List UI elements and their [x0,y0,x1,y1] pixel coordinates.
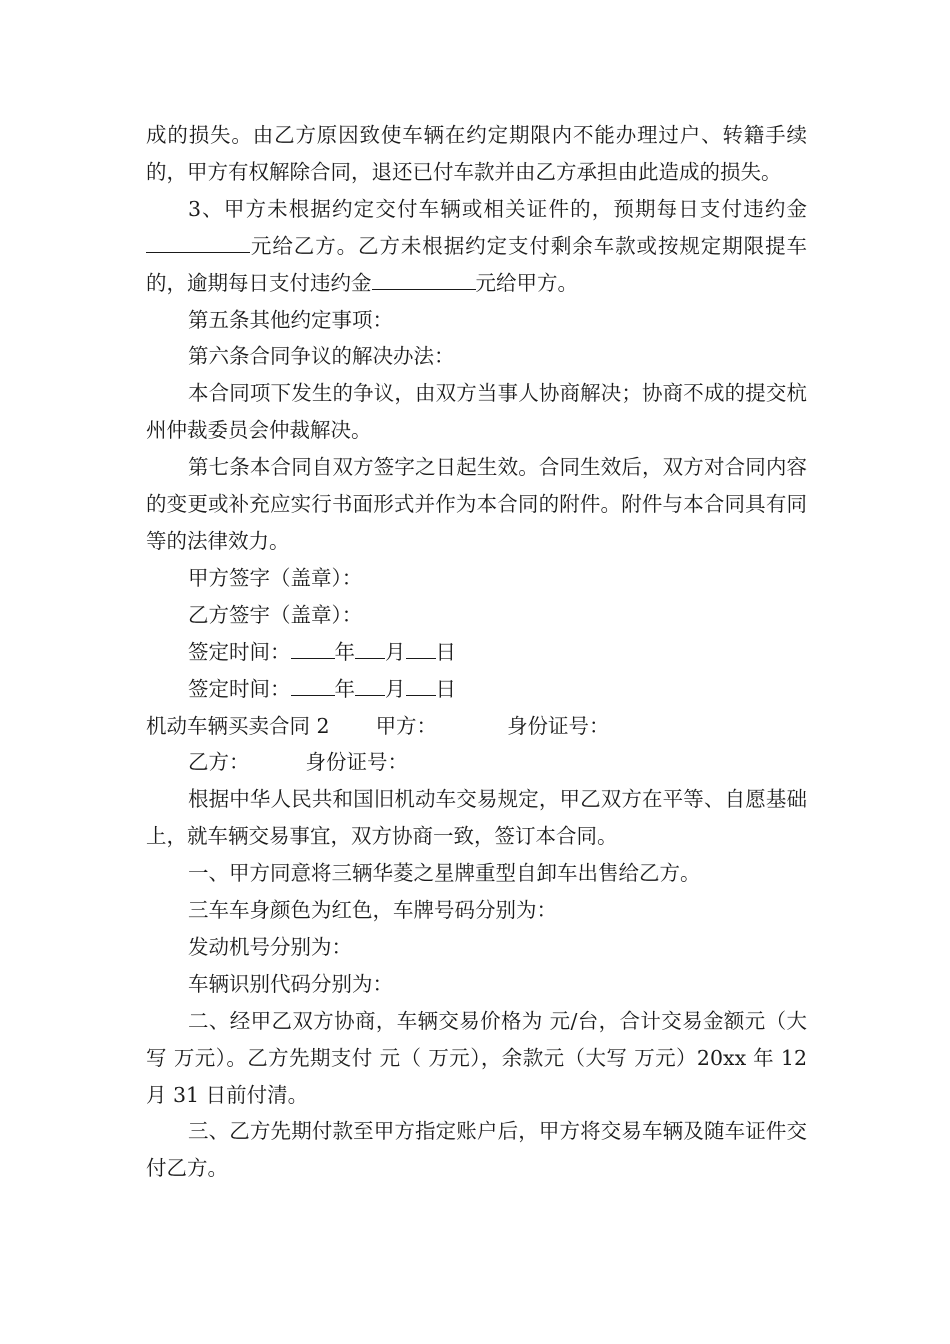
party-a-id-label: 身份证号： [507,713,610,738]
paragraph-dispute: 本合同项下发生的争议，由双方当事人协商解决；协商不成的提交杭州仲裁委员会仲裁解决。 [146,381,807,443]
article-5-heading: 第五条其他约定事项： [188,307,393,332]
day-blank [406,673,436,696]
article-7-paragraph: 第七条本合同自双方签字之日起生效。合同生效后，双方对合同内容的变更或补充应实行书面形式并作为本合同的附件。附件与本合同具有同等的法律效力。 [146,455,807,553]
month-label: 月 [385,639,406,664]
party-b-line [146,744,807,781]
penalty-blank-2 [372,267,476,290]
day-blank [406,636,436,659]
day-label: 日 [435,676,456,701]
contract-2-header [146,708,807,745]
penalty-blank-1 [146,230,250,253]
article-6-heading: 第六条合同争议的解决办法： [188,344,455,369]
month-blank [355,673,385,696]
paragraph-basis: 根据中华人民共和国旧机动车交易规定，甲乙双方在平等、自愿基础上，就车辆交易事宜，双方协商一致，签订本合同。 [146,787,807,849]
year-label: 年 [334,639,355,664]
sign-date-line-1 [146,634,807,671]
penalty-text-a: 3、甲方未根据约定交付车辆或相关证件的，预期每日支付违约金 [188,196,807,221]
day-label: 日 [435,639,456,664]
vehicle-color-plates: 三车车身颜色为红色，车牌号码分别为： [188,898,557,923]
document-page [146,117,807,1187]
paragraph-penalty-clause [146,191,807,302]
penalty-text-b: 元给乙方。乙方未根据约定支付剩余车款或按规定期限提车的，逾期每日支付违约金 [146,233,807,295]
clause-1: 一、甲方同意将三辆华菱之星牌重型自卸车出售给乙方。 [188,861,701,886]
sign-date-label: 签定时间： [188,639,291,664]
month-label: 月 [385,676,406,701]
party-b-signature: 乙方签宇（盖章）： [188,602,363,627]
year-blank [291,673,335,696]
party-a-signature: 甲方签字（盖章）： [188,565,363,590]
sign-date-line-2 [146,671,807,708]
engine-numbers: 发动机号分别为： [188,934,352,959]
year-blank [291,636,335,659]
month-blank [355,636,385,659]
sign-date-label: 签定时间： [188,676,291,701]
party-a-label: 甲方： [375,713,438,738]
contract-2-title: 机动车辆买卖合同 2 [146,713,330,738]
paragraph-loss-clause: 成的损失。由乙方原因致使车辆在约定期限内不能办理过户、转籍手续的，甲方有权解除合同，退还已付车款并由乙方承担由此造成的损失。 [146,123,807,184]
penalty-text-c: 元给甲方。 [475,270,578,295]
vin-codes: 车辆识别代码分别为： [188,971,393,996]
clause-2-price: 二、经甲乙双方协商，车辆交易价格为 元/台，合计交易金额元（大写 万元）。乙方先期支付 元（ 万元），余款元（大写 万元）20xx 年 12 月 31 日前付清。 [146,1008,807,1107]
year-label: 年 [334,676,355,701]
party-b-label: 乙方： [188,750,250,775]
clause-3-delivery: 三、乙方先期付款至甲方指定账户后，甲方将交易车辆及随车证件交付乙方。 [146,1119,807,1181]
party-b-id-label: 身份证号： [305,750,408,775]
